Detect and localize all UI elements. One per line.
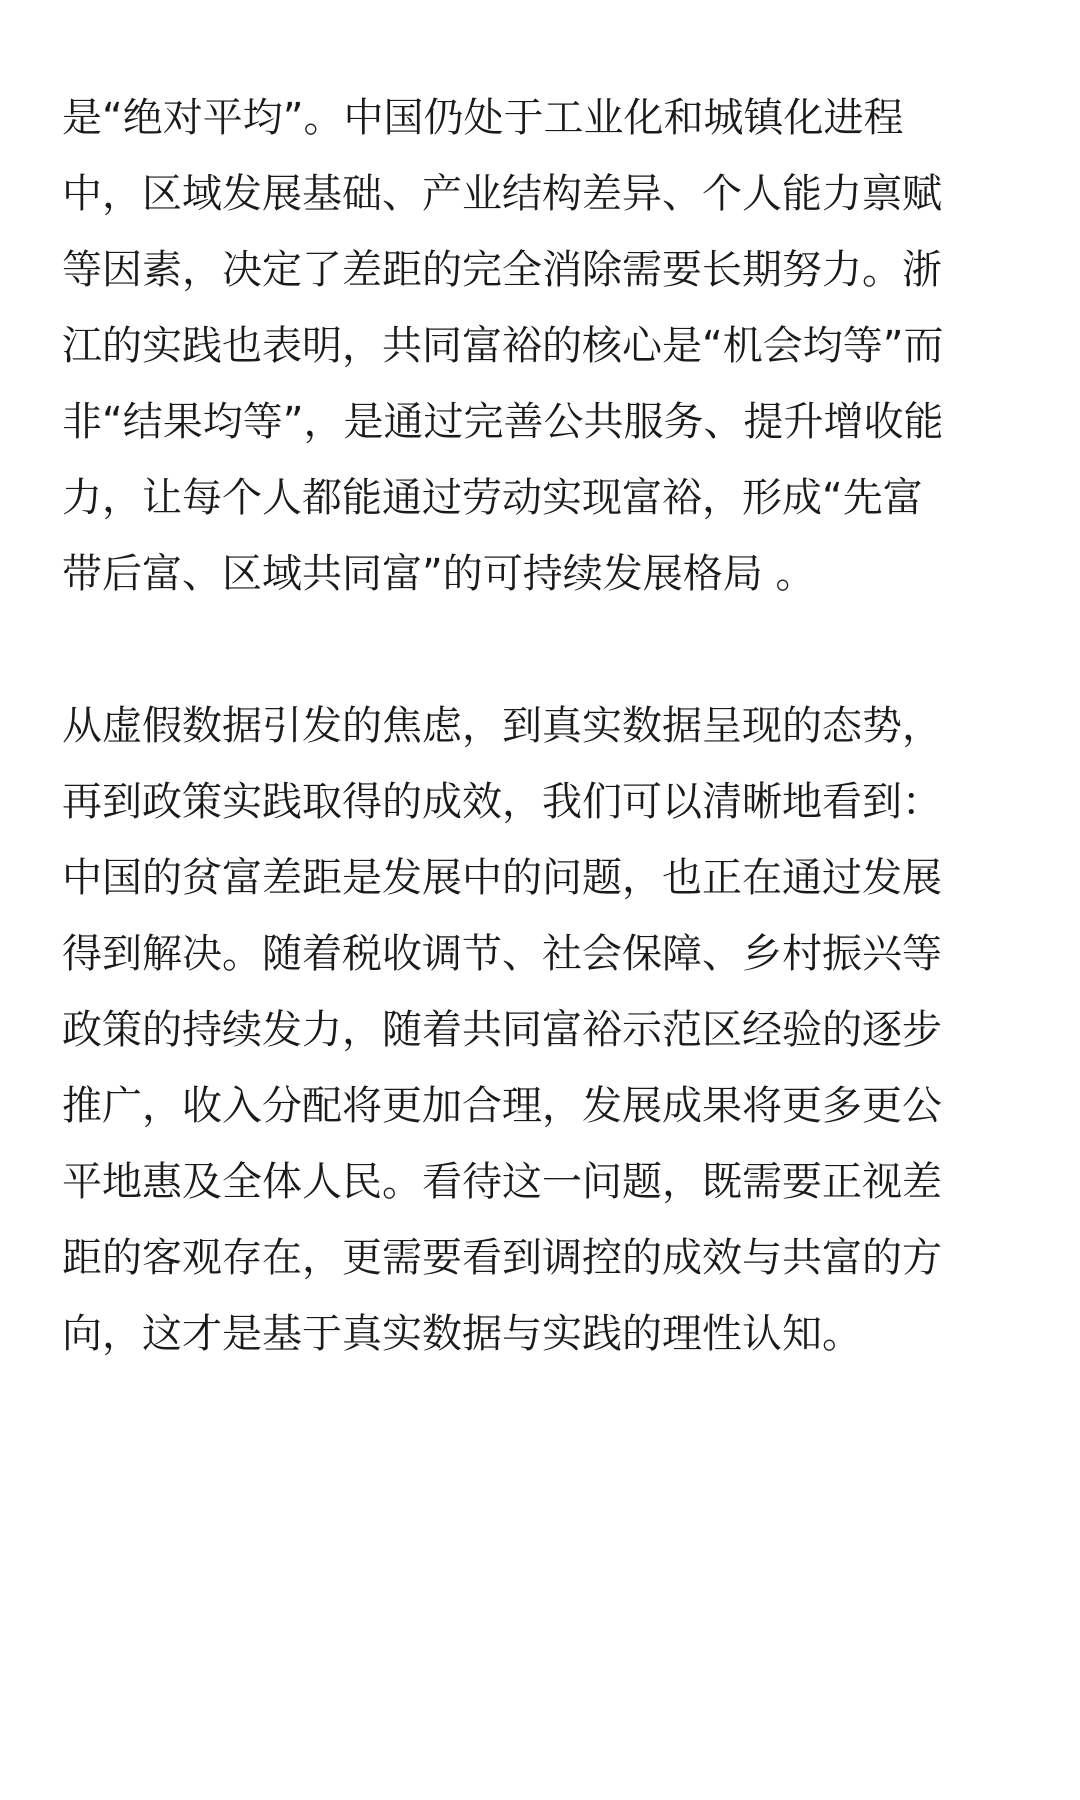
text-line: 带后富、区域共同富”的可持续发展格局 。 (62, 551, 816, 597)
paragraph-spacer (62, 612, 1026, 688)
text-line: 向，这才是基于真实数据与实践的理性认知。 (62, 1311, 862, 1357)
text-line: 得到解决。随着税收调节、社会保障、乡村振兴等 (62, 931, 942, 977)
text-line: 中国的贫富差距是发展中的问题，也正在通过发展 (62, 855, 942, 901)
text-line: 等因素，决定了差距的完全消除需要长期努力。浙 (62, 247, 942, 293)
paragraph-1 (62, 80, 1026, 612)
text-line: 推广，收入分配将更加合理，发展成果将更多更公 (62, 1083, 942, 1129)
text-line: 是“绝对平均”。中国仍处于工业化和城镇化进程 (62, 95, 904, 141)
text-line: 平地惠及全体人民。看待这一问题，既需要正视差 (62, 1159, 942, 1205)
text-line: 政策的持续发力，随着共同富裕示范区经验的逐步 (62, 1007, 942, 1053)
text-line: 江的实践也表明，共同富裕的核心是“机会均等”而 (62, 323, 944, 369)
text-line: 距的客观存在，更需要看到调控的成效与共富的方 (62, 1235, 942, 1281)
article-body (62, 80, 1026, 1372)
text-line: 从虚假数据引发的焦虑，到真实数据呈现的态势， (62, 703, 942, 749)
text-line: 再到政策实践取得的成效，我们可以清晰地看到： (62, 779, 942, 825)
text-line: 非“结果均等”，是通过完善公共服务、提升增收能 (62, 399, 944, 445)
paragraph-2 (62, 688, 1026, 1372)
text-line: 力，让每个人都能通过劳动实现富裕，形成“先富 (62, 475, 923, 521)
text-line: 中，区域发展基础、产业结构差异、个人能力禀赋 (62, 171, 942, 217)
